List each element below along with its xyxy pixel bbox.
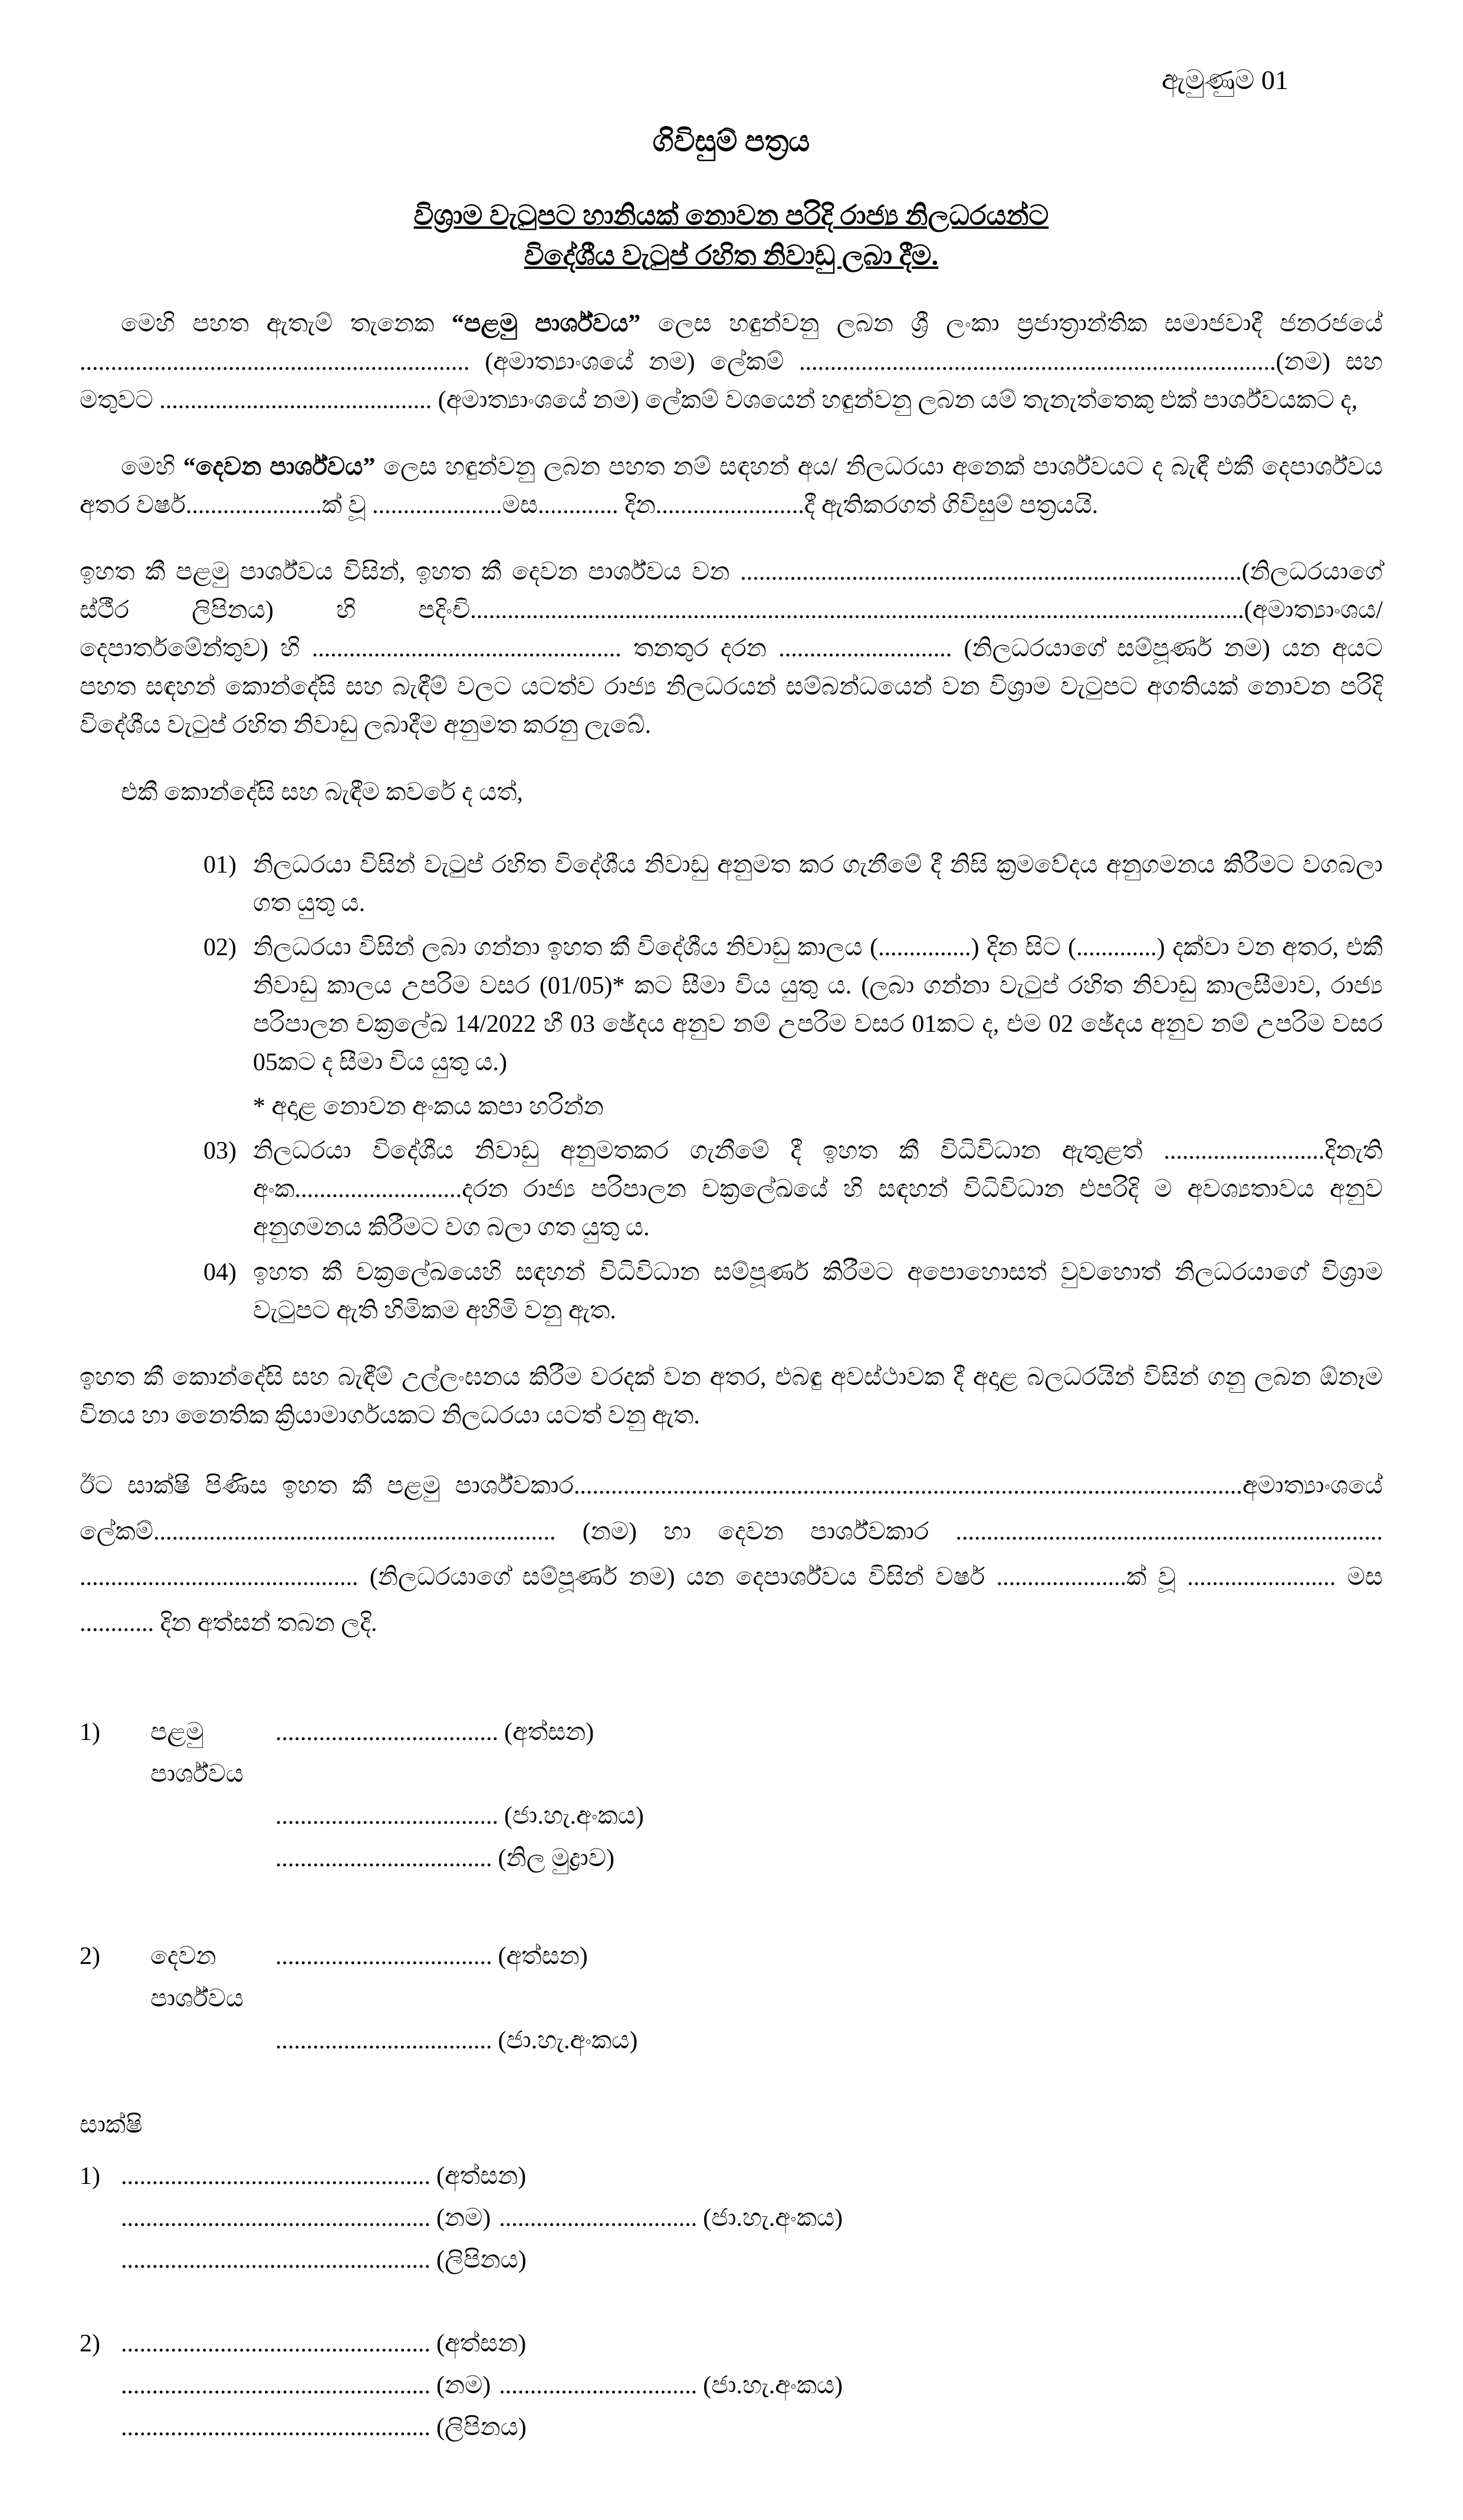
name-caption: (නම) (436, 2372, 491, 2400)
condition-item-01 (203, 846, 1383, 923)
condition-number: 03) (203, 1137, 236, 1165)
condition-number: 02) (203, 933, 236, 961)
witness-number: 2) (80, 2330, 100, 2357)
paragraph-text: ලෙස හඳුන්වනු ලබන ශ්‍රී ලංකා ප්‍රජාත්‍රාන්තික සමාජවාදී ජනරජයේ ............................................................... (අමාත්‍යාංශයේ නම) ලේකම් .............................................................................(නම) සහ මතුවට ............................................ (අමාත්‍යාංශයේ නම) ලේකම් වශයෙන් හඳුන්වනු ලබන යම් තැනැත්තෙකු එක් පාර්ශ්වයකට ද, (80, 310, 1383, 414)
official-seal-caption: (නිල මුද්‍රාව) (498, 1844, 614, 1872)
witness-row (80, 2365, 1383, 2407)
signature-fill-line: .................................................. (121, 2162, 430, 2190)
document-subtitle (80, 196, 1383, 276)
signature-fill-line: ................................... (275, 1943, 492, 1970)
signature-block-second-party (80, 1936, 1383, 2062)
annex-label: ඇමුණුම 01 (1161, 65, 1288, 95)
witnesses-heading: සාක්ෂි (80, 2111, 143, 2139)
name-caption: (නම) (436, 2204, 491, 2232)
condition-item-03 (203, 1132, 1383, 1247)
nic-caption: (ජා.හැ.අංකය) (504, 1802, 644, 1830)
signature-row (80, 1936, 1383, 2020)
paragraph-text: මෙහි (121, 453, 183, 481)
condition-text: නිලධරයා විදේශීය නිවාඩු අනුමතකර ගැනීමේ දී ඉහත කී විධිවිධාන ඇතුළත් ..........................දිනැති අංක...........................දරන රාජ්‍ය පරිපාලන චක්‍රලේඛයේ හි සඳහන් විධිවිධාන එපරිදි ම අවශ්‍යතාවය අනුව අනුගමනය කිරීමට වග බලා ගත යුතු ය. (253, 1137, 1383, 1242)
nic-fill-line: ................................ (499, 2204, 698, 2232)
condition-number: 01) (203, 851, 236, 879)
address-fill-line: .................................................. (121, 2414, 430, 2442)
witness-block-1 (80, 2156, 1383, 2282)
nic-fill-line: .................................... (275, 1802, 498, 1830)
paragraph-text: මෙහි පහත ඇතැම් තැනෙක (121, 310, 452, 337)
paragraph-conditions-lead: එකී කොන්දේසි සහ බැඳීම කවරේ ද යත්, (121, 778, 523, 806)
subtitle-line-2: විදේශීය වැටුප් රහිත නිවාඩු ලබා දීම. (524, 241, 939, 272)
signature-party-label: දෙවන පාර්ශ්වය (150, 1943, 244, 2012)
witness-number: 1) (80, 2162, 100, 2190)
paragraph-violation: ඉහත කී කොන්දේසි සහ බැඳීම් උල්ලංඝනය කිරීම වරදක් වන අතර, එබඳු අවස්ථාවක දී අදාළ බලධරයින් විසින් ගනු ලබන ඕනෑම විනය හා නෛතික ක්‍රියාමාර්ගයකට නිලධරයා යටත් වනු ඇත. (80, 1363, 1383, 1429)
address-fill-line: .................................................. (121, 2246, 430, 2274)
nic-fill-line: ................................... (275, 2027, 492, 2055)
paragraph-text: ලෙස හඳුන්වනු ලබන පහත නම් සඳහන් අය/ නිලධරයා අනෙක් පාර්ශ්වයට ද බැඳී එකී දෙපාර්ශ්වය අතර වර්ෂ......................ක් වූ .....................මස............. දින........................දී ඇතිකරගත් ගිවිසුම් පත්‍රයයි. (80, 453, 1383, 519)
conditions-list (80, 846, 1383, 1330)
condition-item-04 (203, 1254, 1383, 1330)
nic-caption: (ජා.හැ.අංකය) (703, 2372, 843, 2400)
signature-caption: (අත්සන) (436, 2330, 527, 2357)
condition-number: 04) (203, 1258, 236, 1286)
signature-block-first-party (80, 1712, 1383, 1880)
signature-row (80, 1795, 1383, 1837)
paragraph-second-party (80, 448, 1383, 525)
nic-caption: (ජා.හැ.අංකය) (498, 2027, 638, 2055)
signature-party-label: පළමු පාර්ශ්වය (150, 1718, 244, 1788)
paragraph-attestation: ඊට සාක්ෂි පිණිස ඉහත කී පළමු පාර්ශ්වකාර............................................................................................................අමාත්‍යාංශයේ ලේකම්................................................................. (නම) හා දෙවන පාර්ශ්වකාර ..................................................................... ............................................. (නිලධරයාගේ සම්පූර්ණ නම) යන දෙපාර්ශ්වය විසින් වර්ෂ .....................ක් වූ ........................ මස ............ දින අත්සන් තබන ලදි. (80, 1472, 1383, 1637)
condition-02-footnote: * අදාළ නොවන අංකය කපා හරින්න (253, 1093, 604, 1121)
address-caption: (ලිපිනය) (436, 2246, 527, 2274)
signature-fill-line: .................................................. (121, 2330, 430, 2357)
witness-row (80, 2323, 1383, 2365)
signature-caption: (අත්සන) (498, 1943, 588, 1970)
witness-row (80, 2407, 1383, 2449)
subtitle-line-1: විශ්‍රාම වැටුපට හානියක් නොවන පරිදි රාජ්‍ය නිලධරයන්ට (413, 200, 1049, 232)
paragraph-first-party (80, 305, 1383, 420)
signature-fill-line: .................................... (275, 1718, 498, 1746)
address-caption: (ලිපිනය) (436, 2414, 527, 2442)
signature-number: 1) (80, 1718, 100, 1746)
second-party-term: “දෙවන පාර්ශ්වය” (183, 453, 376, 481)
name-fill-line: .................................................. (121, 2372, 430, 2400)
witness-row (80, 2239, 1383, 2281)
signature-caption: (අත්සන) (504, 1718, 594, 1746)
signature-row (80, 2020, 1383, 2062)
paragraph-approval: ඉහත කී පළමු පාර්ශ්වය විසින්, ඉහත කී දෙවන පාර්ශ්වය වන .................................................................................(නිලධරයාගේ ස්ථීර ලිපිනය) හි පදිංචි.............................................................................................................................(අමාත්‍යාංශය/දෙපාර්තමේන්තුව) හි .................................................. තනතුර දරන ............................ (නිලධරයාගේ සම්පූර්ණ නම) යන අයට පහත සඳහන් කොන්දේසි සහ බැඳීම් වලට යටත්ව රාජ්‍ය නිලධරයන් සම්බන්ධයෙන් වන විශ්‍රාම වැටුපට අගතියක් නොවන පරිදි විදේශීය වැටුප් රහිත නිවාඩු ලබාදීම අනුමත කරනු ලැබේ. (80, 558, 1383, 739)
condition-text: නිලධරයා විසින් වැටුප් රහිත විදේශීය නිවාඩු අනුමත කර ගැනීමේ දී නිසි ක්‍රමවේදය අනුගමනය කිරීමට වගබලා ගත යුතු ය. (253, 851, 1383, 917)
condition-item-02 (203, 929, 1383, 1082)
condition-text: ඉහත කී චක්‍රලේඛයෙහි සඳහන් විධිවිධාන සම්පූර්ණ කිරීමට අපොහොසත් වුවහොත් නිලධරයාගේ විශ්‍රාම වැටුපට ඇති හිමිකම අහිමි වනු ඇත. (253, 1258, 1383, 1324)
signature-caption: (අත්සන) (436, 2162, 527, 2190)
witness-row (80, 2197, 1383, 2239)
condition-text: නිලධරයා විසින් ලබා ගන්නා ඉහත කී විදේශීය නිවාඩු කාලය (...............) දින සිට (.............) දක්වා වන අතර, එකී නිවාඩු කාලය උපරිම වසර (01/05)* කට සීමා විය යුතු ය. (ලබා ගන්නා වැටුප් රහිත නිවාඩු කාලසීමාව, රාජ්‍ය පරිපාලන චක්‍රලේඛ 14/2022 හී 03 ඡේදය අනුව නම් උපරිම වසර 01කට ද, එම 02 ඡේදය අනුව නම් උපරිම වසර 05කට ද සීමා විය යුතු ය.) (253, 933, 1383, 1077)
witness-row (80, 2156, 1383, 2197)
nic-caption: (ජා.හැ.අංකය) (703, 2204, 843, 2232)
name-fill-line: .................................................. (121, 2204, 430, 2232)
first-party-term: “පළමු පාර්ශ්වය” (451, 310, 641, 337)
signature-row (80, 1712, 1383, 1796)
witness-block-2 (80, 2323, 1383, 2449)
signature-row (80, 1838, 1383, 1880)
signature-number: 2) (80, 1943, 100, 1970)
signature-section (80, 1712, 1383, 2062)
document-title: ගිවිසුම් පත්‍රය (652, 124, 810, 158)
nic-fill-line: ................................ (499, 2372, 698, 2400)
official-seal-fill-line: ................................... (275, 1844, 492, 1872)
